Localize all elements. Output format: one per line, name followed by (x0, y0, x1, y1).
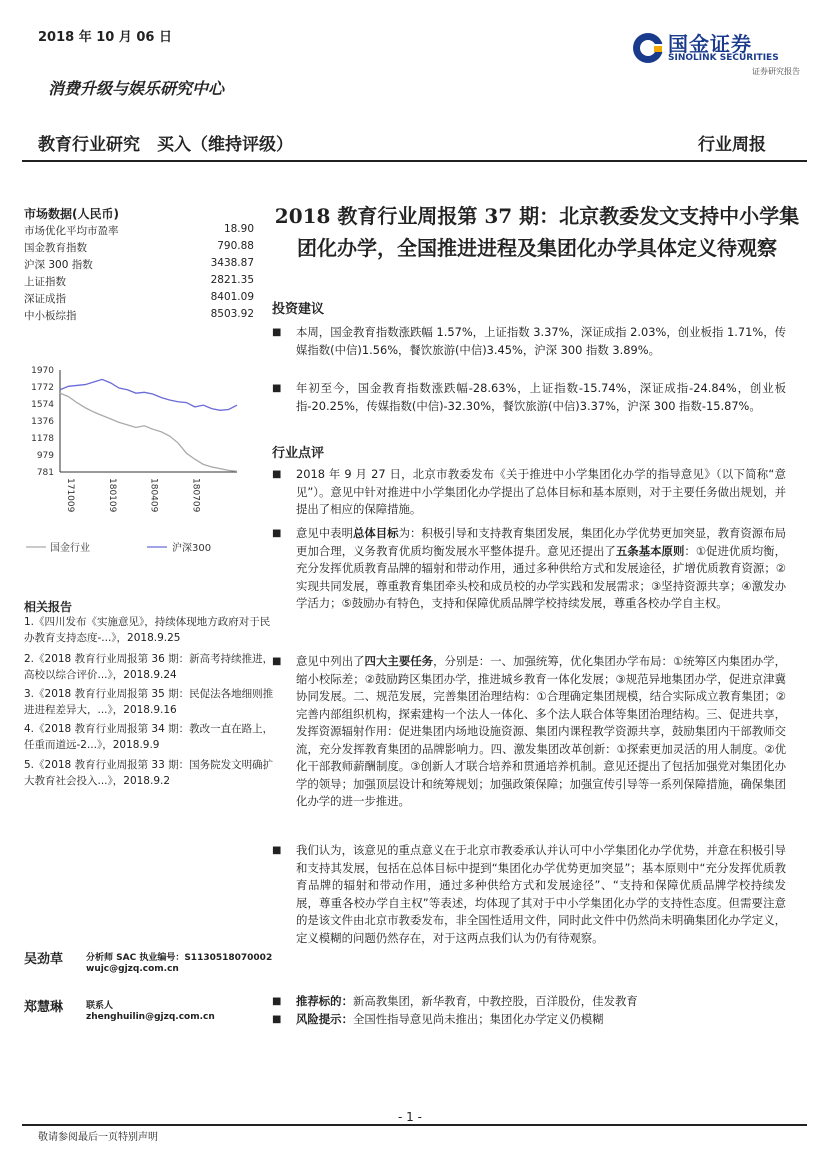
paragraph: 本周，国金教育指数涨跌幅 1.57%，上证指数 3.37%，深证成指 2.03%，创业板指 1.71%，传媒指数(中信)1.56%，餐饮旅游(中信)3.45%，沪深 300 指数 3.89%。 (296, 325, 786, 357)
related-report-item[interactable]: 5.《2018 教育行业周报第 33 期：国务院发文明确扩大教育社会投入...》，2018.9.2 (24, 759, 274, 787)
market-row: 中小板综指 8503.92 (24, 308, 254, 322)
y-tick-label: 1178 (31, 433, 54, 444)
brand-subtitle: 证券研究报告 (752, 67, 800, 76)
y-tick-label: 1574 (31, 399, 54, 410)
bullet-icon: ■ (272, 383, 282, 394)
related-report-item[interactable]: 1.《四川发布《实施意见》，持续体现地方政府对于民办教育支持态度-...》，2018.9.25 (24, 616, 271, 644)
risk-warning: 风险提示：全国性指导意见尚未推出；集团化办学定义仍模糊 (296, 1012, 604, 1026)
y-tick-label: 1772 (31, 382, 54, 393)
analyst-name: 郑慧琳 (24, 1000, 64, 1015)
market-row: 上证指数 2821.35 (24, 274, 254, 288)
bullet-icon: ■ (272, 845, 282, 856)
paragraph: 意见中表明总体目标为：积极引导和支持教育集团发展，集团化办学优势更加突显，教育资源布局更加合理，义务教育优质均衡发展水平整体提升。意见还提出了五条基本原则：①促进优质均衡，充分发挥优质教育品牌的辐射和带动作用，通过多种供给方式和发展途径，扩增优质教育资源；②实现共同发展，尊重教育集团牵头校和成员校的办学实践和发展需求；③坚持资源共享；④激发办学活力；⑤鼓励办有特色，支持和保障优质品牌学校持续发展，尊重各校办学自主权。 (296, 526, 786, 610)
x-tick-label: 171009 (65, 478, 75, 513)
brand-name: 国金证券 (668, 32, 752, 56)
report-date: 2018 年 10 月 06 日 (38, 30, 172, 45)
report-type: 行业周报 (698, 135, 766, 155)
section-heading: 行业点评 (272, 446, 325, 461)
market-row: 市场优化平均市盈率 18.90 (24, 223, 254, 237)
related-reports-title: 相关报告 (24, 600, 73, 614)
analyst-name: 吴劲草 (24, 952, 64, 967)
research-center: 消费升级与娱乐研究中心 (48, 79, 225, 98)
related-report-item[interactable]: 3.《2018 教育行业周报第 35 期：民促法各地细则推进进程差异大，...》，2018.9.16 (24, 688, 274, 716)
bullet-icon: ■ (272, 469, 282, 480)
y-tick-label: 1970 (31, 366, 54, 376)
market-row: 国金教育指数 790.88 (24, 240, 254, 254)
market-data-title: 市场数据(人民币) (24, 207, 119, 221)
paragraph: 我们认为，该意见的重点意义在于北京市教委承认并认可中小学集团化办学优势，并意在积极引导和支持其发展，包括在总体目标中提到“集团化办学优势更加突显”；基本原则中“充分发挥优质教育品牌的辐射和带动作用，通过多种供给方式和发展途径”、“支持和保障优质品牌学校持续发展，尊重各校办学自主权”等表述，均体现了其对于中小学集团化办学的支持性态度。但需要注意的是该文件由北京市教委发布，非全国性适用文件，同时此文件中仍然尚未明确集团化办学定义，定义模糊的问题仍然存在，对于这两点我们认为仍有待观察。 (296, 843, 786, 945)
analyst-info: 联系人 (86, 1001, 114, 1011)
footer-divider (22, 1124, 807, 1126)
market-row: 沪深 300 指数 3438.87 (24, 257, 254, 271)
x-tick-label: 180709 (190, 478, 201, 513)
brand-name-en: SINOLINK SECURITIES (668, 53, 779, 63)
paragraph: 2018 年 9 月 27 日，北京市教委发布《关于推进中小学集团化办学的指导意见》（以下简称“意见”）。意见中针对推进中小学集团化办学提出了总体目标和基本原则，对于主要任务做出规划，并提出了相应的保障措施。 (296, 467, 787, 516)
paragraph: 年初至今，国金教育指数涨跌幅-28.63%，上证指数-15.74%，深证成指-24.84%，创业板指-20.25%，传媒指数(中信)-32.30%，餐饮旅游(中信)3.37%，沪深 300 指数-15.87%。 (296, 381, 786, 413)
disclaimer[interactable]: 敬请参阅最后一页特别声明 (38, 1132, 158, 1143)
x-tick-label: 180409 (148, 478, 159, 513)
index-chart (22, 360, 252, 560)
market-row: 深证成指 8401.09 (24, 291, 254, 305)
analyst-email[interactable]: zhenghuilin@gjzq.com.cn (86, 1012, 215, 1022)
related-report-item[interactable]: 2.《2018 教育行业周报第 36 期：新高考持续推进，高校以综合评价...》，2018.9.24 (24, 653, 274, 681)
series-line (60, 379, 237, 410)
bullet-icon: ■ (272, 528, 282, 539)
y-tick-label: 979 (36, 451, 54, 462)
section-heading: 投资建议 (272, 302, 325, 317)
bullet-icon: ■ (272, 327, 282, 338)
sector-rating: 教育行业研究 买入（维持评级） (38, 135, 293, 155)
legend-label: 沪深300 (172, 543, 212, 554)
y-tick-label: 781 (36, 468, 54, 478)
analyst-info: 分析师 SAC 执业编号：S1130518070002 (86, 953, 273, 963)
x-tick-label: 180109 (106, 478, 117, 513)
paragraph: 意见中列出了四大主要任务，分别是：一、加强统筹，优化集团办学布局：①统筹区内集团办学，缩小校际差；②鼓励跨区集团办学，推进城乡教育一体化发展；③规范异地集团办学，促进京津冀协同发展。二、规范发展，完善集团治理结构：①合理确定集团规模，结合实际成立教育集团；②完善内部组织机构，探索建构一个法人一体化、多个法人联合体等集团治理结构。三、促进共享，发挥资源辐射作用：促进集团内场地设施资源、集团内课程教学资源共享，鼓励集团内干部教师交流，充分发挥教育集团的品牌影响力。四、激发集团改革创新：①探索更加灵活的用人制度。②优化干部教师薪酬制度。③创新人才联合培养和贯通培养机制。意见还提出了包括加强党对集团化办学的领导；加强顶层设计和统筹规划；加强政策保障；加强宣传引导等一系列保障措施，确保集团化办学的进一步推进。 (296, 654, 786, 808)
bullet-icon: ■ (272, 996, 282, 1007)
page-number: - 1 - (398, 1110, 422, 1124)
analyst-email[interactable]: wujc@gjzq.com.cn (86, 964, 179, 974)
bullet-icon: ■ (272, 1014, 282, 1025)
series-line (60, 393, 237, 471)
legend-label: 国金行业 (50, 543, 90, 554)
recommendation: 推荐标的：新高教集团，新华教育，中教控股，百洋股份，佳发教育 (296, 994, 638, 1008)
report-title: 2018 教育行业周报第 37 期：北京教委发文支持中小学集团化办学，全国推进进程及集团化办学具体定义待观察 (274, 204, 800, 260)
y-tick-label: 1376 (31, 416, 54, 427)
header-divider (22, 160, 807, 162)
related-report-item[interactable]: 4.《2018 教育行业周报第 34 期：教改一直在路上，任重而道远-2...》，2018.9.9 (24, 723, 274, 751)
bullet-icon: ■ (272, 656, 282, 667)
